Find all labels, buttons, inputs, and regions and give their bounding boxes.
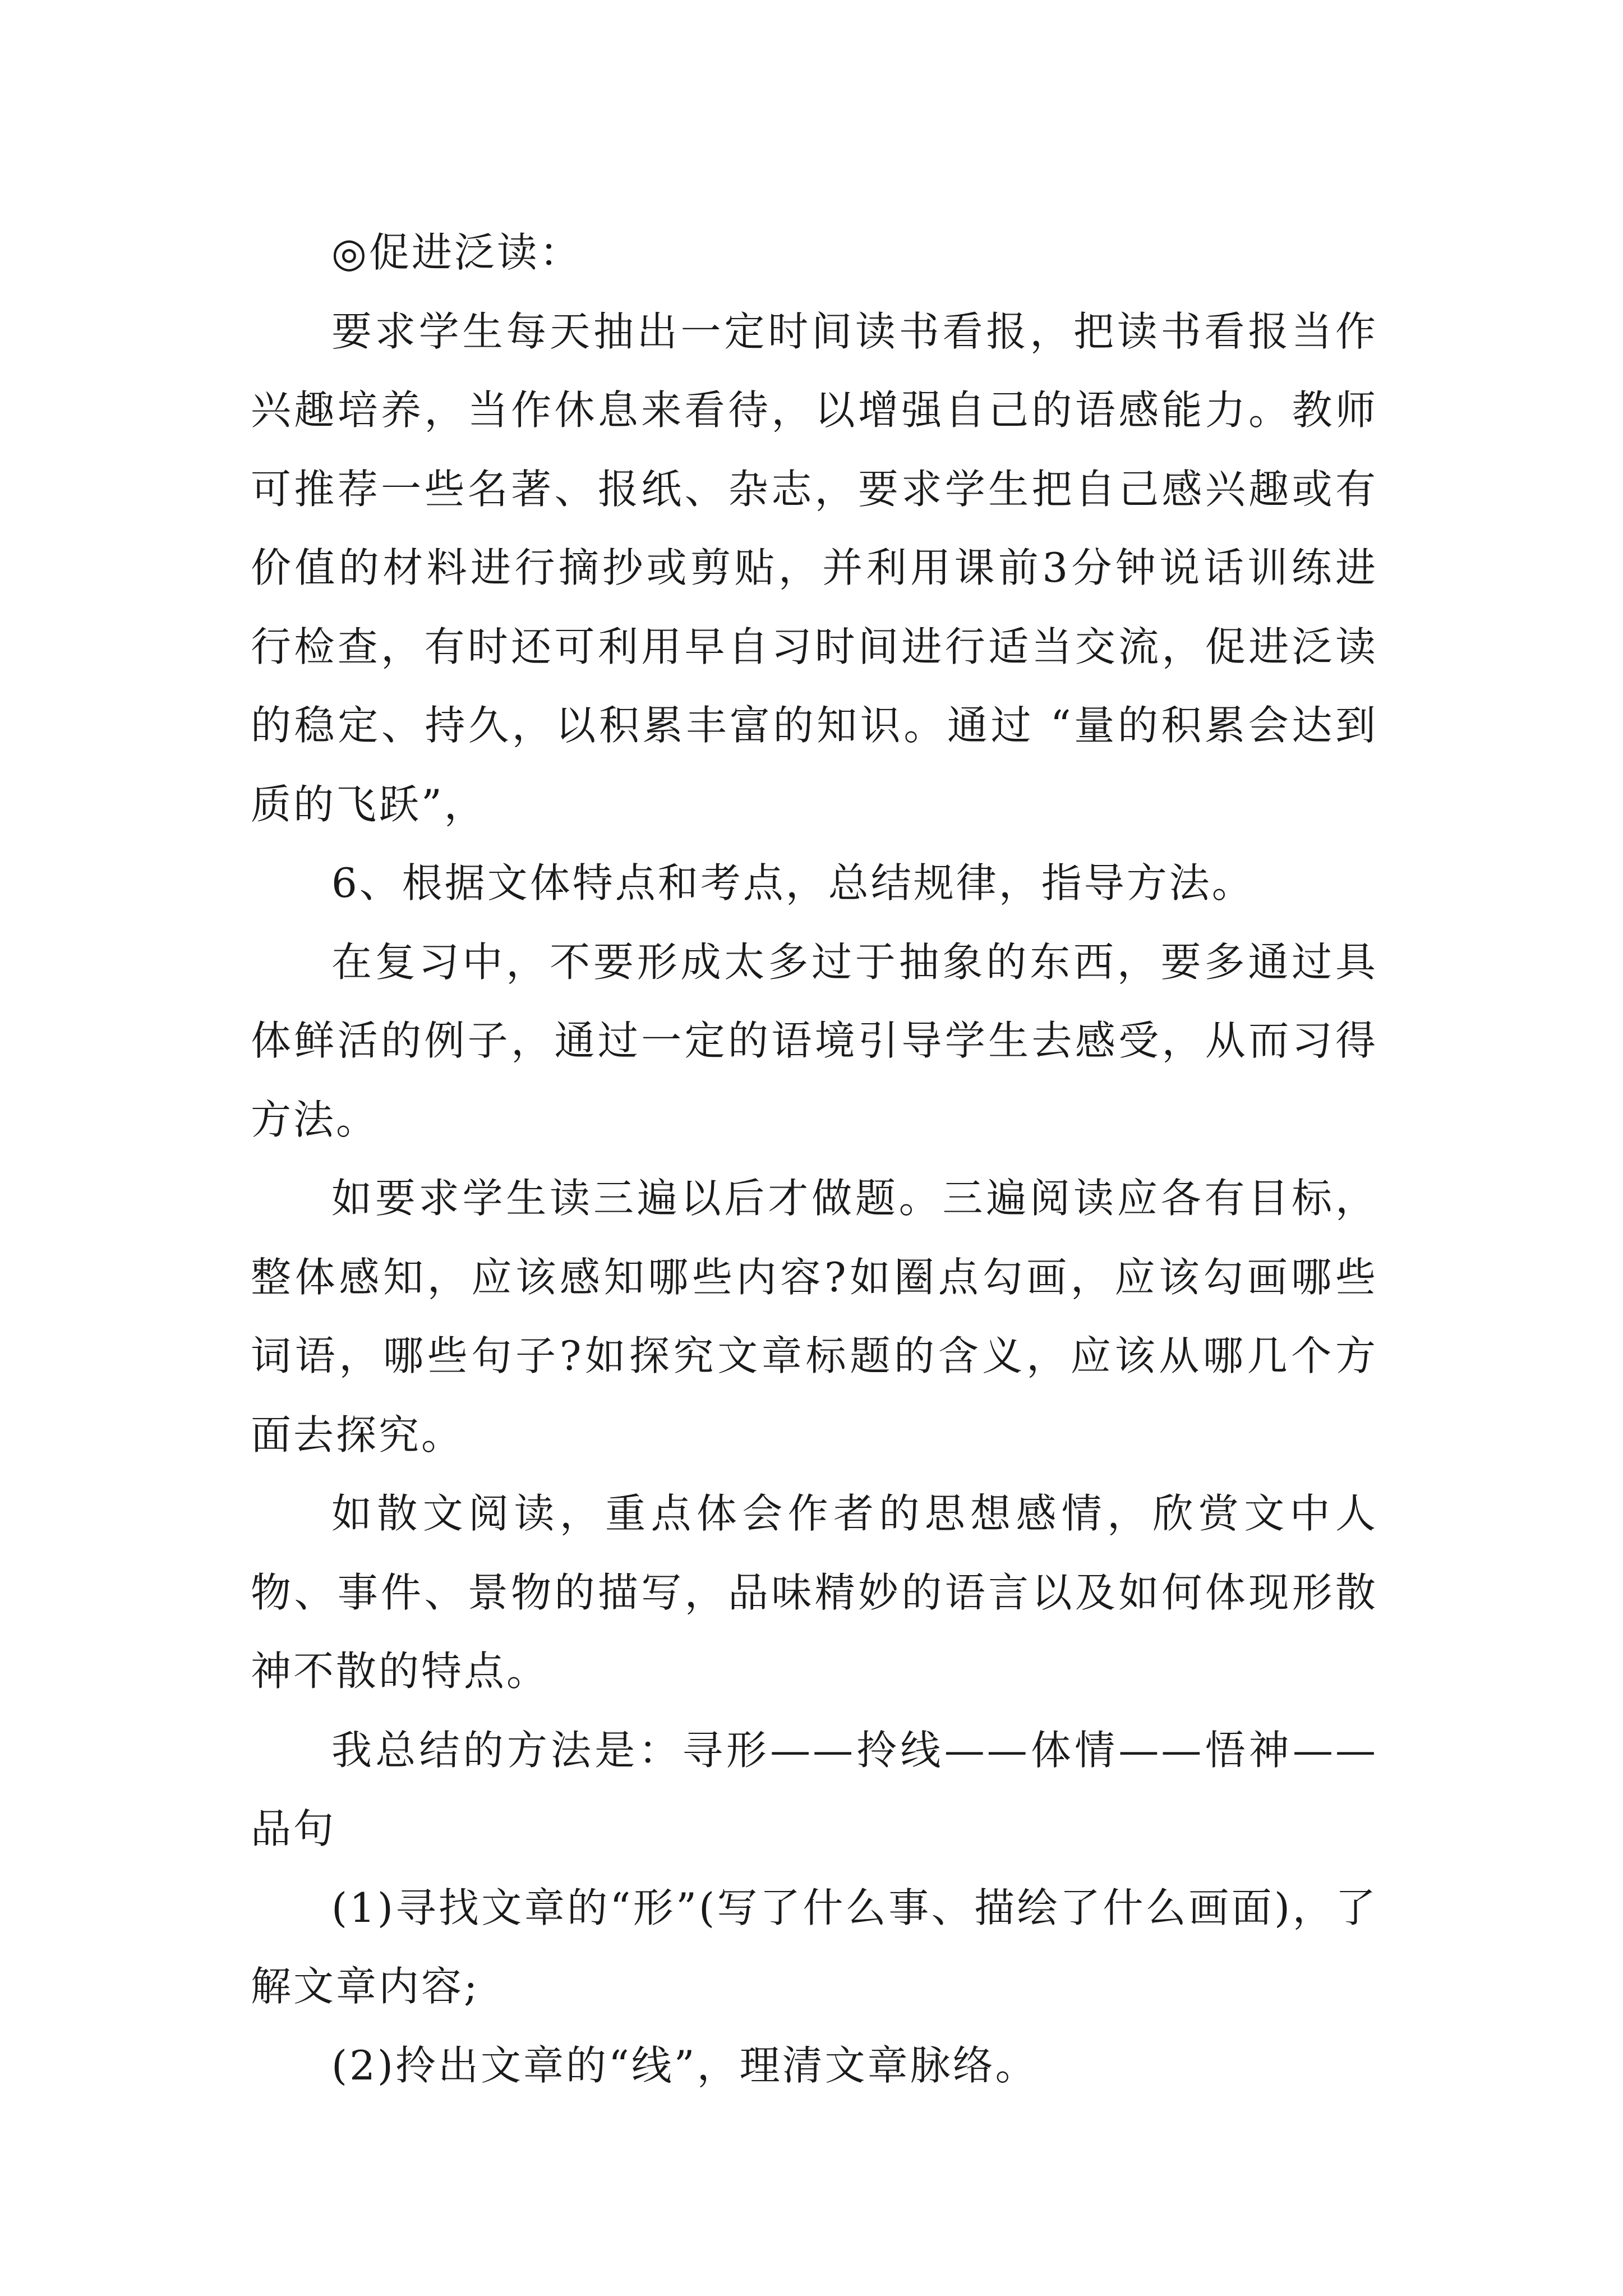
paragraph-daily-reading: 要求学生每天抽出一定时间读书看报，把读书看报当作兴趣培养，当作休息来看待，以增强自己的语感能力。教师可推荐一些名著、报纸、杂志，要求学生把自己感兴趣或有价值的材料进行摘抄或剪贴，并利用课前3分钟说话训练进行检查，有时还可利用早自习时间进行适当交流，促进泛读的稳定、持久，以积累丰富的知识。通过 “量的积累会达到质的飞跃”， — [251, 307, 1378, 828]
paragraph-point-6: 6、根据文体特点和考点，总结规律，指导方法。 — [331, 859, 1255, 907]
paragraph-step-1: (1)寻找文章的“形”(写了什么事、描绘了什么画面)，了解文章内容; — [251, 1884, 1378, 2010]
document-body — [251, 213, 1378, 2105]
paragraph-read-three-times: 如要求学生读三遍以后才做题。三遍阅读应各有目标，整体感知，应该感知哪些内容?如圈点勾画，应该勾画哪些词语，哪些句子?如探究文章标题的含义，应该从哪几个方面去探究。 — [251, 1175, 1378, 1458]
paragraph-step-2: (2)拎出文章的“线”，理清文章脉络。 — [331, 2041, 1038, 2089]
paragraph-review-method: 在复习中，不要形成太多过于抽象的东西，要多通过具体鲜活的例子，通过一定的语境引导学生去感受，从而习得方法。 — [251, 938, 1378, 1143]
paragraph-summary-method: 我总结的方法是：寻形——拎线——体情——悟神——品句 — [251, 1726, 1378, 1852]
paragraph-heading-promote-extensive-reading: ◎促进泛读： — [331, 229, 582, 276]
paragraph-prose-reading: 如散文阅读，重点体会作者的思想感情，欣赏文中人物、事件、景物的描写，品味精妙的语言以及如何体现形散神不散的特点。 — [251, 1490, 1378, 1695]
